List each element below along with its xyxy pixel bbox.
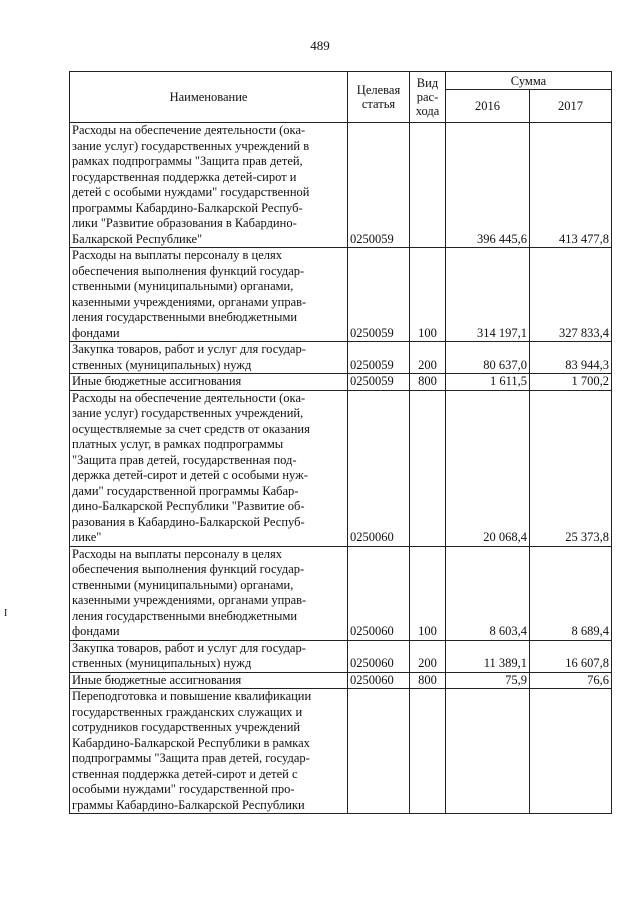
table-row xyxy=(70,672,612,689)
row-name: Закупка товаров, работ и услуг для государ- ственных (муниципальных) нужд xyxy=(70,640,348,672)
row-name: Переподготовка и повышение квалификации государственных гражданских служащих и сотрудников государственных учреждений Кабардино-Балкарской Республики в рамках подпрограммы "Защита прав детей, государ- ственная поддержка детей-сирот и детей с особыми нуждами" государственной про- граммы Кабардино-Балкарской Республики xyxy=(70,689,348,814)
row-name: Закупка товаров, работ и услуг для государ- ственных (муниципальных) нужд xyxy=(70,342,348,374)
row-name: Расходы на выплаты персоналу в целях обеспечения выполнения функций государ- ственными (муниципальными) органами, казенными учреждениями, органами управ- ления государственными внебюджетными фондами xyxy=(70,248,348,342)
row-value-2016: 1 611,5 xyxy=(446,374,530,391)
row-kind: 800 xyxy=(410,672,446,689)
row-value-2016: 396 445,6 xyxy=(446,123,530,248)
margin-mark: I xyxy=(4,608,8,619)
table-row xyxy=(70,374,612,391)
header-code: Целевая статья xyxy=(348,72,410,123)
table-row xyxy=(70,390,612,546)
header-year-2016: 2016 xyxy=(446,90,530,123)
row-name: Иные бюджетные ассигнования xyxy=(70,672,348,689)
row-name: Расходы на обеспечение деятельности (ока- зание услуг) государственных учреждений в рамках подпрограммы "Защита прав детей, государственная поддержка детей-сирот и детей с особыми нуждами" государственной программы Кабардино-Балкарской Респуб- лики "Развитие образования в Кабардино- Балкарской Республике" xyxy=(70,123,348,248)
row-kind: 800 xyxy=(410,374,446,391)
row-code: 0250059 xyxy=(348,123,410,248)
header-name: Наименование xyxy=(70,72,348,123)
row-kind: 200 xyxy=(410,640,446,672)
row-value-2016: 80 637,0 xyxy=(446,342,530,374)
table-row xyxy=(70,123,612,248)
header-sum: Сумма xyxy=(446,72,612,90)
row-kind xyxy=(410,390,446,546)
row-kind: 100 xyxy=(410,248,446,342)
row-code: 0250059 xyxy=(348,342,410,374)
row-value-2017: 83 944,3 xyxy=(530,342,612,374)
row-value-2016: 8 603,4 xyxy=(446,546,530,640)
header-year-2017: 2017 xyxy=(530,90,612,123)
row-kind: 200 xyxy=(410,342,446,374)
row-kind: 100 xyxy=(410,546,446,640)
row-value-2016: 314 197,1 xyxy=(446,248,530,342)
row-value-2017: 1 700,2 xyxy=(530,374,612,391)
table-row xyxy=(70,640,612,672)
row-value-2017: 8 689,4 xyxy=(530,546,612,640)
row-name: Иные бюджетные ассигнования xyxy=(70,374,348,391)
row-value-2016: 75,9 xyxy=(446,672,530,689)
row-value-2016 xyxy=(446,689,530,814)
row-code: 0250060 xyxy=(348,640,410,672)
row-name: Расходы на обеспечение деятельности (ока- зание услуг) государственных учреждений, осуществляемые за счет средств от оказания платных услуг, в рамках подпрограммы "Защита прав детей, государственная под- держка детей-сирот и детей с особыми нуж- дами" государственной программы Кабар- дино-Балкарской Республики "Развитие об- разования в Кабардино-Балкарской Респуб- лике" xyxy=(70,390,348,546)
row-kind xyxy=(410,689,446,814)
budget-table xyxy=(69,71,612,814)
row-value-2017: 413 477,8 xyxy=(530,123,612,248)
row-code: 0250060 xyxy=(348,672,410,689)
row-value-2016: 20 068,4 xyxy=(446,390,530,546)
row-value-2016: 11 389,1 xyxy=(446,640,530,672)
page-number: 489 xyxy=(310,38,330,53)
row-code: 0250059 xyxy=(348,374,410,391)
table-row xyxy=(70,546,612,640)
row-name: Расходы на выплаты персоналу в целях обеспечения выполнения функций государ- ственными (муниципальными) органами, казенными учреждениями, органами управ- ления государственными внебюджетными фондами xyxy=(70,546,348,640)
header-kind: Вид рас-хода xyxy=(410,72,446,123)
row-value-2017: 25 373,8 xyxy=(530,390,612,546)
row-value-2017: 76,6 xyxy=(530,672,612,689)
row-value-2017: 16 607,8 xyxy=(530,640,612,672)
table-row xyxy=(70,689,612,814)
row-kind xyxy=(410,123,446,248)
table-row xyxy=(70,248,612,342)
row-value-2017: 327 833,4 xyxy=(530,248,612,342)
row-code xyxy=(348,689,410,814)
row-code: 0250060 xyxy=(348,546,410,640)
row-code: 0250060 xyxy=(348,390,410,546)
table-row xyxy=(70,342,612,374)
row-value-2017 xyxy=(530,689,612,814)
row-code: 0250059 xyxy=(348,248,410,342)
